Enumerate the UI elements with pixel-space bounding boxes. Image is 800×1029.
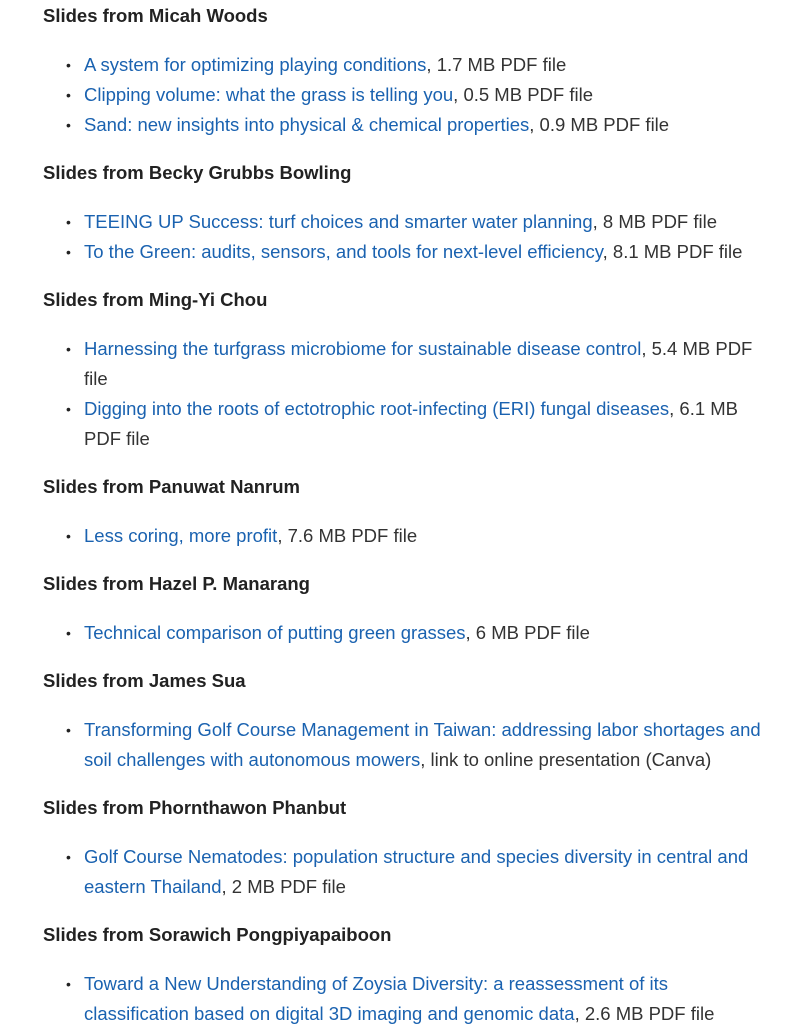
section-heading: Slides from Sorawich Pongpiyapaiboon: [43, 924, 392, 945]
list-item: [66, 521, 772, 551]
file-info: , 8 MB PDF file: [592, 211, 718, 232]
file-info: , 6.1 MB PDF file: [84, 398, 739, 449]
section-micah-woods: [43, 1, 772, 140]
slide-link[interactable]: Digging into the roots of ectotrophic root-infecting (ERI) fungal diseases: [84, 398, 670, 419]
bullet-icon: •: [66, 722, 71, 738]
section-heading: Slides from Micah Woods: [43, 5, 268, 26]
slide-link[interactable]: Technical comparison of putting green grasses: [84, 622, 466, 643]
document-content: [0, 1, 800, 1029]
list-item: [66, 207, 772, 237]
section-heading: Slides from Panuwat Nanrum: [43, 476, 300, 497]
section-heading: Slides from Ming-Yi Chou: [43, 289, 268, 310]
section-heading: Slides from Phornthawon Phanbut: [43, 797, 347, 818]
slides-list: [43, 842, 772, 902]
list-item: [66, 237, 772, 267]
file-info: , 8.1 MB PDF file: [602, 241, 743, 262]
slide-link[interactable]: To the Green: audits, sensors, and tools for next-level efficiency: [84, 241, 603, 262]
section-phornthawon-phanbut: [43, 793, 772, 902]
bullet-icon: •: [66, 401, 71, 417]
section-panuwat-nanrum: [43, 472, 772, 551]
file-info: , 2 MB PDF file: [221, 876, 346, 897]
bullet-icon: •: [66, 117, 71, 133]
file-info: , 2.6 MB PDF file: [574, 1003, 715, 1024]
bullet-icon: •: [66, 57, 71, 73]
slides-list: [43, 969, 772, 1029]
slide-link[interactable]: Sand: new insights into physical & chemical properties: [84, 114, 530, 135]
section-hazel-manarang: [43, 569, 772, 648]
list-item: [66, 334, 772, 394]
section-heading: Slides from James Sua: [43, 670, 246, 691]
file-info: , 1.7 MB PDF file: [426, 54, 567, 75]
list-item: [66, 969, 772, 1029]
slide-link[interactable]: Clipping volume: what the grass is telling you: [84, 84, 454, 105]
slides-list: [43, 521, 772, 551]
list-item: [66, 110, 772, 140]
section-becky-grubbs-bowling: [43, 158, 772, 267]
slide-link[interactable]: Transforming Golf Course Management in Taiwan: addressing labor shortages and soil challenges with autonomous mowers: [84, 719, 761, 770]
slide-link[interactable]: TEEING UP Success: turf choices and smarter water planning: [84, 211, 593, 232]
slides-list: [43, 207, 772, 267]
slides-list: [43, 50, 772, 140]
list-item: [66, 842, 772, 902]
bullet-icon: •: [66, 849, 71, 865]
bullet-icon: •: [66, 244, 71, 260]
section-ming-yi-chou: [43, 285, 772, 454]
slide-link[interactable]: Toward a New Understanding of Zoysia Diversity: a reassessment of its classification based on digital 3D imaging and genomic data: [84, 973, 669, 1024]
bullet-icon: •: [66, 528, 71, 544]
file-info: , 6 MB PDF file: [465, 622, 590, 643]
file-info: , link to online presentation (Canva): [420, 749, 712, 770]
slide-link[interactable]: Less coring, more profit: [84, 525, 278, 546]
list-item: [66, 394, 772, 454]
slides-list: [43, 618, 772, 648]
slides-list: [43, 334, 772, 454]
list-item: [66, 80, 772, 110]
file-info: , 0.5 MB PDF file: [453, 84, 593, 105]
file-info: , 0.9 MB PDF file: [529, 114, 670, 135]
slide-link[interactable]: Golf Course Nematodes: population structure and species diversity in central and eastern Thailand: [84, 846, 749, 897]
slide-link[interactable]: Harnessing the turfgrass microbiome for sustainable disease control: [84, 338, 642, 359]
bullet-icon: •: [66, 87, 71, 103]
slides-list: [43, 715, 772, 775]
file-info: , 5.4 MB PDF file: [84, 338, 753, 389]
bullet-icon: •: [66, 625, 71, 641]
section-james-sua: [43, 666, 772, 775]
bullet-icon: •: [66, 976, 71, 992]
list-item: [66, 618, 772, 648]
section-sorawich-pongpiyapaiboon: [43, 920, 772, 1029]
list-item: [66, 715, 772, 775]
section-heading: Slides from Becky Grubbs Bowling: [43, 162, 352, 183]
file-info: , 7.6 MB PDF file: [277, 525, 418, 546]
section-heading: Slides from Hazel P. Manarang: [43, 573, 310, 594]
bullet-icon: •: [66, 341, 71, 357]
list-item: [66, 50, 772, 80]
bullet-icon: •: [66, 214, 71, 230]
slide-link[interactable]: A system for optimizing playing conditions: [84, 54, 427, 75]
